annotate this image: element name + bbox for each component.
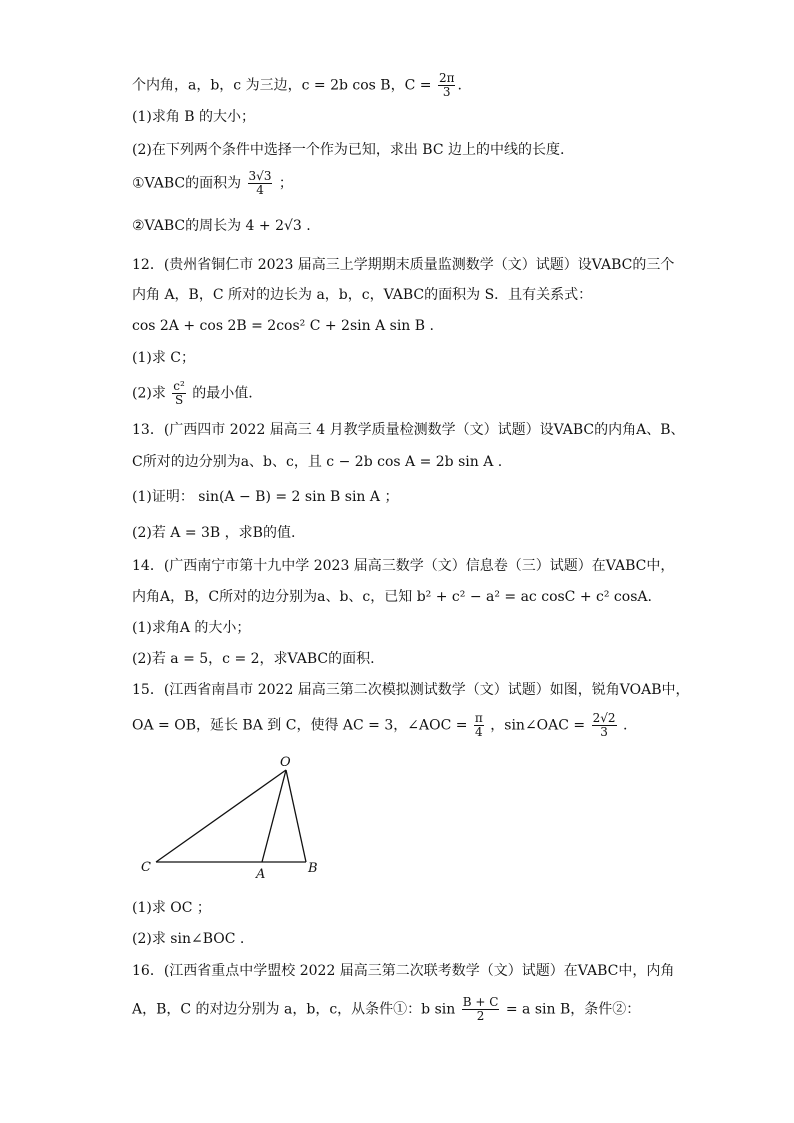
p11-cond1-post: ； — [278, 175, 293, 192]
p11-cond1 — [132, 170, 293, 197]
p12-frac-num: c² — [173, 379, 185, 393]
p15-line1: 15．(江西省南昌市 2022 届高三第二次模拟测试数学（文）试题）如图，锐角VOAB中， — [132, 682, 690, 698]
p11-cond1-num: 3√3 — [248, 169, 272, 183]
p12-line1: 12．(贵州省铜仁市 2023 届高三上学期期末质量监测数学（文）试题）设VABC的三个 — [132, 257, 675, 273]
p16-frac-den: 2 — [476, 1009, 485, 1023]
p14-part1: (1)求角A 的大小； — [132, 620, 251, 636]
p16-frac-num: B + C — [462, 995, 499, 1009]
p12-formula: cos 2A + cos 2B = 2cos² C + 2sin A sin B . — [132, 318, 434, 334]
p14-part2: (2)若 a = 5，c = 2，求VABC的面积. — [132, 651, 375, 667]
p11-cond2: ②VABC的周长为 4 + 2√3 . — [132, 218, 311, 234]
p15-sin-fraction — [592, 712, 617, 739]
p16-line1: 16．(江西省重点中学盟校 2022 届高三第二次联考数学（文）试题）在VABC中，内角 — [132, 963, 675, 979]
p15-line2 — [132, 712, 627, 739]
label-a: A — [256, 867, 266, 882]
p14-line1: 14．(广西南宁市第十九中学 2023 届高三数学（文）信息卷（三）试题）在VABC中， — [132, 558, 675, 574]
p11-intro-text: 个内角，a，b，c 为三边，c = 2b cos B，C = — [132, 77, 432, 94]
p15-sin-den: 3 — [600, 725, 608, 739]
p15-angle-den: 4 — [475, 725, 483, 739]
p15-angle-fraction — [474, 712, 484, 739]
p16-line2-b: = a sin B，条件②： — [505, 1001, 641, 1018]
p12-part1: (1)求 C； — [132, 350, 195, 366]
p12-line2: 内角 A，B，C 所对的边长为 a，b，c，VABC的面积为 S．且有关系式： — [132, 287, 593, 303]
p12-part2-post: 的最小值. — [192, 385, 253, 402]
p15-line2-c: . — [622, 717, 628, 734]
p12-fraction — [172, 380, 186, 407]
p11-part2: (2)在下列两个条件中选择一个作为已知，求出 BC 边上的中线的长度. — [132, 142, 565, 158]
p12-part2 — [132, 380, 253, 407]
label-c: C — [141, 860, 151, 875]
p12-frac-den: S — [174, 393, 184, 407]
p14-line2: 内角A，B，C所对的边分别为a、b、c，已知 b² + c² − a² = ac cosC + c² cosA. — [132, 589, 652, 605]
p12-part2-text: (2)求 — [132, 385, 166, 402]
p13-line1: 13．(广西四市 2022 届高三 4 月教学质量检测数学（文）试题）设VABC的内角A、B、 — [132, 422, 685, 438]
p11-c-fraction — [438, 72, 456, 99]
p13-part2: (2)若 A = 3B ，求B的值. — [132, 525, 296, 541]
triangle-figure — [132, 752, 332, 882]
p15-part1: (1)求 OC ； — [132, 900, 211, 916]
p11-cond1-den: 4 — [256, 183, 264, 197]
segment-bo — [286, 770, 306, 862]
p11-intro: 个内角，a，b，c 为三边，c = 2b cos B，C = $\frac{2\pi}{3}$ . — [132, 71, 462, 99]
p15-sin-num: 2√2 — [592, 711, 616, 725]
segment-co — [156, 770, 286, 862]
triangle-diagram — [132, 752, 332, 882]
p16-fraction — [462, 996, 500, 1023]
p15-part2: (2)求 sin∠BOC . — [132, 931, 245, 947]
p15-angle-num: π — [474, 711, 483, 725]
p13-part1: (1)证明： sin(A − B) = 2 sin B sin A ； — [132, 489, 399, 505]
p11-cond1-fraction — [248, 170, 273, 197]
p15-line2-a: OA = OB，延长 BA 到 C，使得 AC = 3，∠AOC = — [132, 717, 468, 734]
p11-part1: (1)求角 B 的大小； — [132, 109, 256, 125]
p13-line2: C所对的边分别为a、b、c，且 c − 2b cos A = 2b sin A . — [132, 454, 503, 470]
p11-c-num: 2π — [438, 71, 455, 85]
p15-line2-b: ，sin∠OAC = — [490, 717, 586, 734]
p16-line2 — [132, 996, 640, 1023]
p11-cond1-text: ①VABC的面积为 — [132, 175, 242, 192]
label-o: O — [280, 755, 291, 770]
label-b: B — [308, 861, 318, 876]
p11-c-den: 3 — [442, 85, 451, 99]
p16-line2-a: A，B，C 的对边分别为 a，b，c，从条件①：b sin — [132, 1001, 456, 1018]
